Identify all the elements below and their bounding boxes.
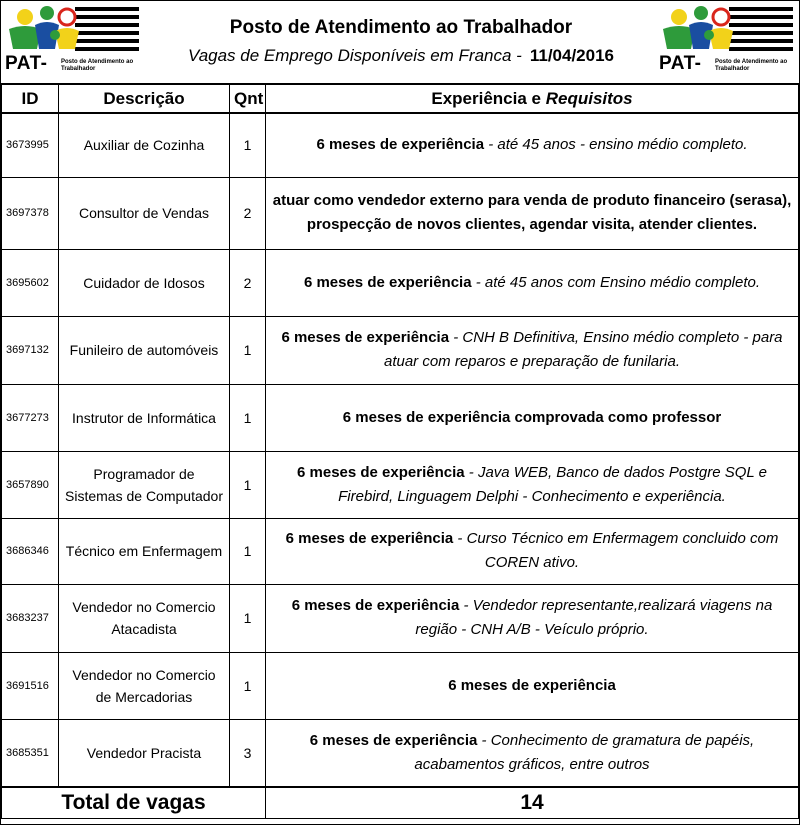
job-requisitos-detalhe: - Java WEB, Banco de dados Postgre SQL e Firebird, Linguagem Delphi - Conhecimento e experiência. xyxy=(338,463,767,505)
header-id: ID xyxy=(2,84,59,113)
job-id: 3697132 xyxy=(2,316,59,384)
job-descricao: Cuidador de Idosos xyxy=(59,249,230,316)
job-requisitos xyxy=(266,113,799,177)
job-descricao: Programador de Sistemas de Computador xyxy=(59,451,230,518)
job-quantidade: 1 xyxy=(230,451,266,518)
job-requisitos-detalhe: - Conhecimento de gramatura de papéis, acabamentos gráficos, entre outros xyxy=(414,731,755,773)
job-requisitos-detalhe: - Curso Técnico em Enfermagem concluido com COREN ativo. xyxy=(453,530,779,571)
job-quantidade: 1 xyxy=(230,384,266,451)
table-row xyxy=(2,584,799,652)
pat-logo-left xyxy=(3,3,143,79)
header-experiencia-b: Requisitos xyxy=(545,88,633,108)
job-id: 3673995 xyxy=(2,113,59,177)
job-quantidade: 2 xyxy=(230,249,266,316)
job-id: 3683237 xyxy=(2,584,59,652)
job-requisitos-destaque: 6 meses de experiência xyxy=(316,136,485,154)
header-experiencia-a: Experiência e xyxy=(431,88,541,108)
job-id: 3695602 xyxy=(2,249,59,316)
job-quantidade: 1 xyxy=(230,584,266,652)
job-requisitos-destaque: 6 meses de experiência comprovada como professor xyxy=(342,408,722,426)
subtitle-text: Vagas de Emprego Disponíveis em Franca - xyxy=(187,46,522,65)
total-label: Total de vagas xyxy=(2,787,266,819)
table-row xyxy=(2,316,799,384)
job-requisitos-destaque: 6 meses de experiência xyxy=(291,597,460,614)
table-row xyxy=(2,652,799,719)
job-table xyxy=(1,83,799,819)
job-descricao: Consultor de Vendas xyxy=(59,177,230,249)
total-row xyxy=(2,787,799,819)
job-rows xyxy=(2,113,799,787)
job-quantidade: 3 xyxy=(230,719,266,787)
job-id: 3697378 xyxy=(2,177,59,249)
logo-text: PAT- xyxy=(5,53,48,74)
job-descricao: Técnico em Enfermagem xyxy=(59,518,230,584)
job-requisitos-detalhe: - até 45 anos com Ensino médio completo. xyxy=(471,273,761,291)
job-id: 3686346 xyxy=(2,518,59,584)
job-descricao: Auxiliar de Cozinha xyxy=(59,113,230,177)
header xyxy=(1,1,799,83)
job-requisitos-detalhe: - até 45 anos - ensino médio completo. xyxy=(484,136,748,154)
job-requisitos xyxy=(266,518,799,584)
job-requisitos-destaque: 6 meses de experiência xyxy=(309,731,478,749)
job-requisitos xyxy=(266,652,799,719)
header-descricao: Descrição xyxy=(59,84,230,113)
job-descricao: Vendedor Pracista xyxy=(59,719,230,787)
job-requisitos-destaque: 6 meses de experiência xyxy=(297,463,465,481)
pat-logo-right xyxy=(657,3,797,79)
job-requisitos-destaque: 6 meses de experiência xyxy=(303,273,472,291)
job-requisitos-destaque: 6 meses de experiência xyxy=(448,676,616,694)
job-descricao: Vendedor no Comercio Atacadista xyxy=(59,584,230,652)
logo-subtext: Posto de Atendimento ao Trabalhador xyxy=(715,59,788,72)
table-row xyxy=(2,451,799,518)
header-experiencia xyxy=(266,84,799,113)
job-quantidade: 1 xyxy=(230,518,266,584)
job-descricao: Vendedor no Comercio de Mercadorias xyxy=(59,652,230,719)
listing-date: 11/04/2016 xyxy=(529,46,614,65)
table-row xyxy=(2,518,799,584)
table-row xyxy=(2,384,799,451)
header-qnt: Qnt xyxy=(230,84,266,113)
job-quantidade: 1 xyxy=(230,316,266,384)
job-quantidade: 1 xyxy=(230,113,266,177)
job-id: 3657890 xyxy=(2,451,59,518)
page-title: Posto de Atendimento ao Trabalhador xyxy=(229,17,573,38)
total-value: 14 xyxy=(266,787,799,819)
logo-text: PAT- xyxy=(659,53,702,74)
job-requisitos xyxy=(266,249,799,316)
job-requisitos xyxy=(266,584,799,652)
job-quantidade: 1 xyxy=(230,652,266,719)
job-requisitos xyxy=(266,451,799,518)
job-requisitos xyxy=(266,316,799,384)
table-row xyxy=(2,177,799,249)
table-header-row xyxy=(2,84,799,113)
job-id: 3685351 xyxy=(2,719,59,787)
job-requisitos-destaque: atuar como vendedor externo para venda de produto financeiro (serasa), prospecção de novos clientes, agendar visita, atender clientes. xyxy=(272,192,792,233)
job-requisitos xyxy=(266,384,799,451)
job-requisitos xyxy=(266,719,799,787)
table-row xyxy=(2,249,799,316)
table-row xyxy=(2,113,799,177)
job-quantidade: 2 xyxy=(230,177,266,249)
page-subtitle xyxy=(141,46,661,66)
logo-subtext: Posto de Atendimento ao Trabalhador xyxy=(61,59,134,72)
job-requisitos-destaque: 6 meses de experiência xyxy=(285,530,454,547)
job-id: 3677273 xyxy=(2,384,59,451)
job-descricao: Funileiro de automóveis xyxy=(59,316,230,384)
job-requisitos xyxy=(266,177,799,249)
table-row xyxy=(2,719,799,787)
job-descricao: Instrutor de Informática xyxy=(59,384,230,451)
job-requisitos-detalhe: - CNH B Definitiva, Ensino médio completo - para atuar com reparos e preparação de funilaria. xyxy=(383,329,783,370)
job-requisitos-destaque: 6 meses de experiência xyxy=(281,329,450,346)
job-id: 3691516 xyxy=(2,652,59,719)
job-requisitos-detalhe: - Vendedor representante,realizará viagens na região - CNH A/B - Veículo próprio. xyxy=(415,597,773,638)
